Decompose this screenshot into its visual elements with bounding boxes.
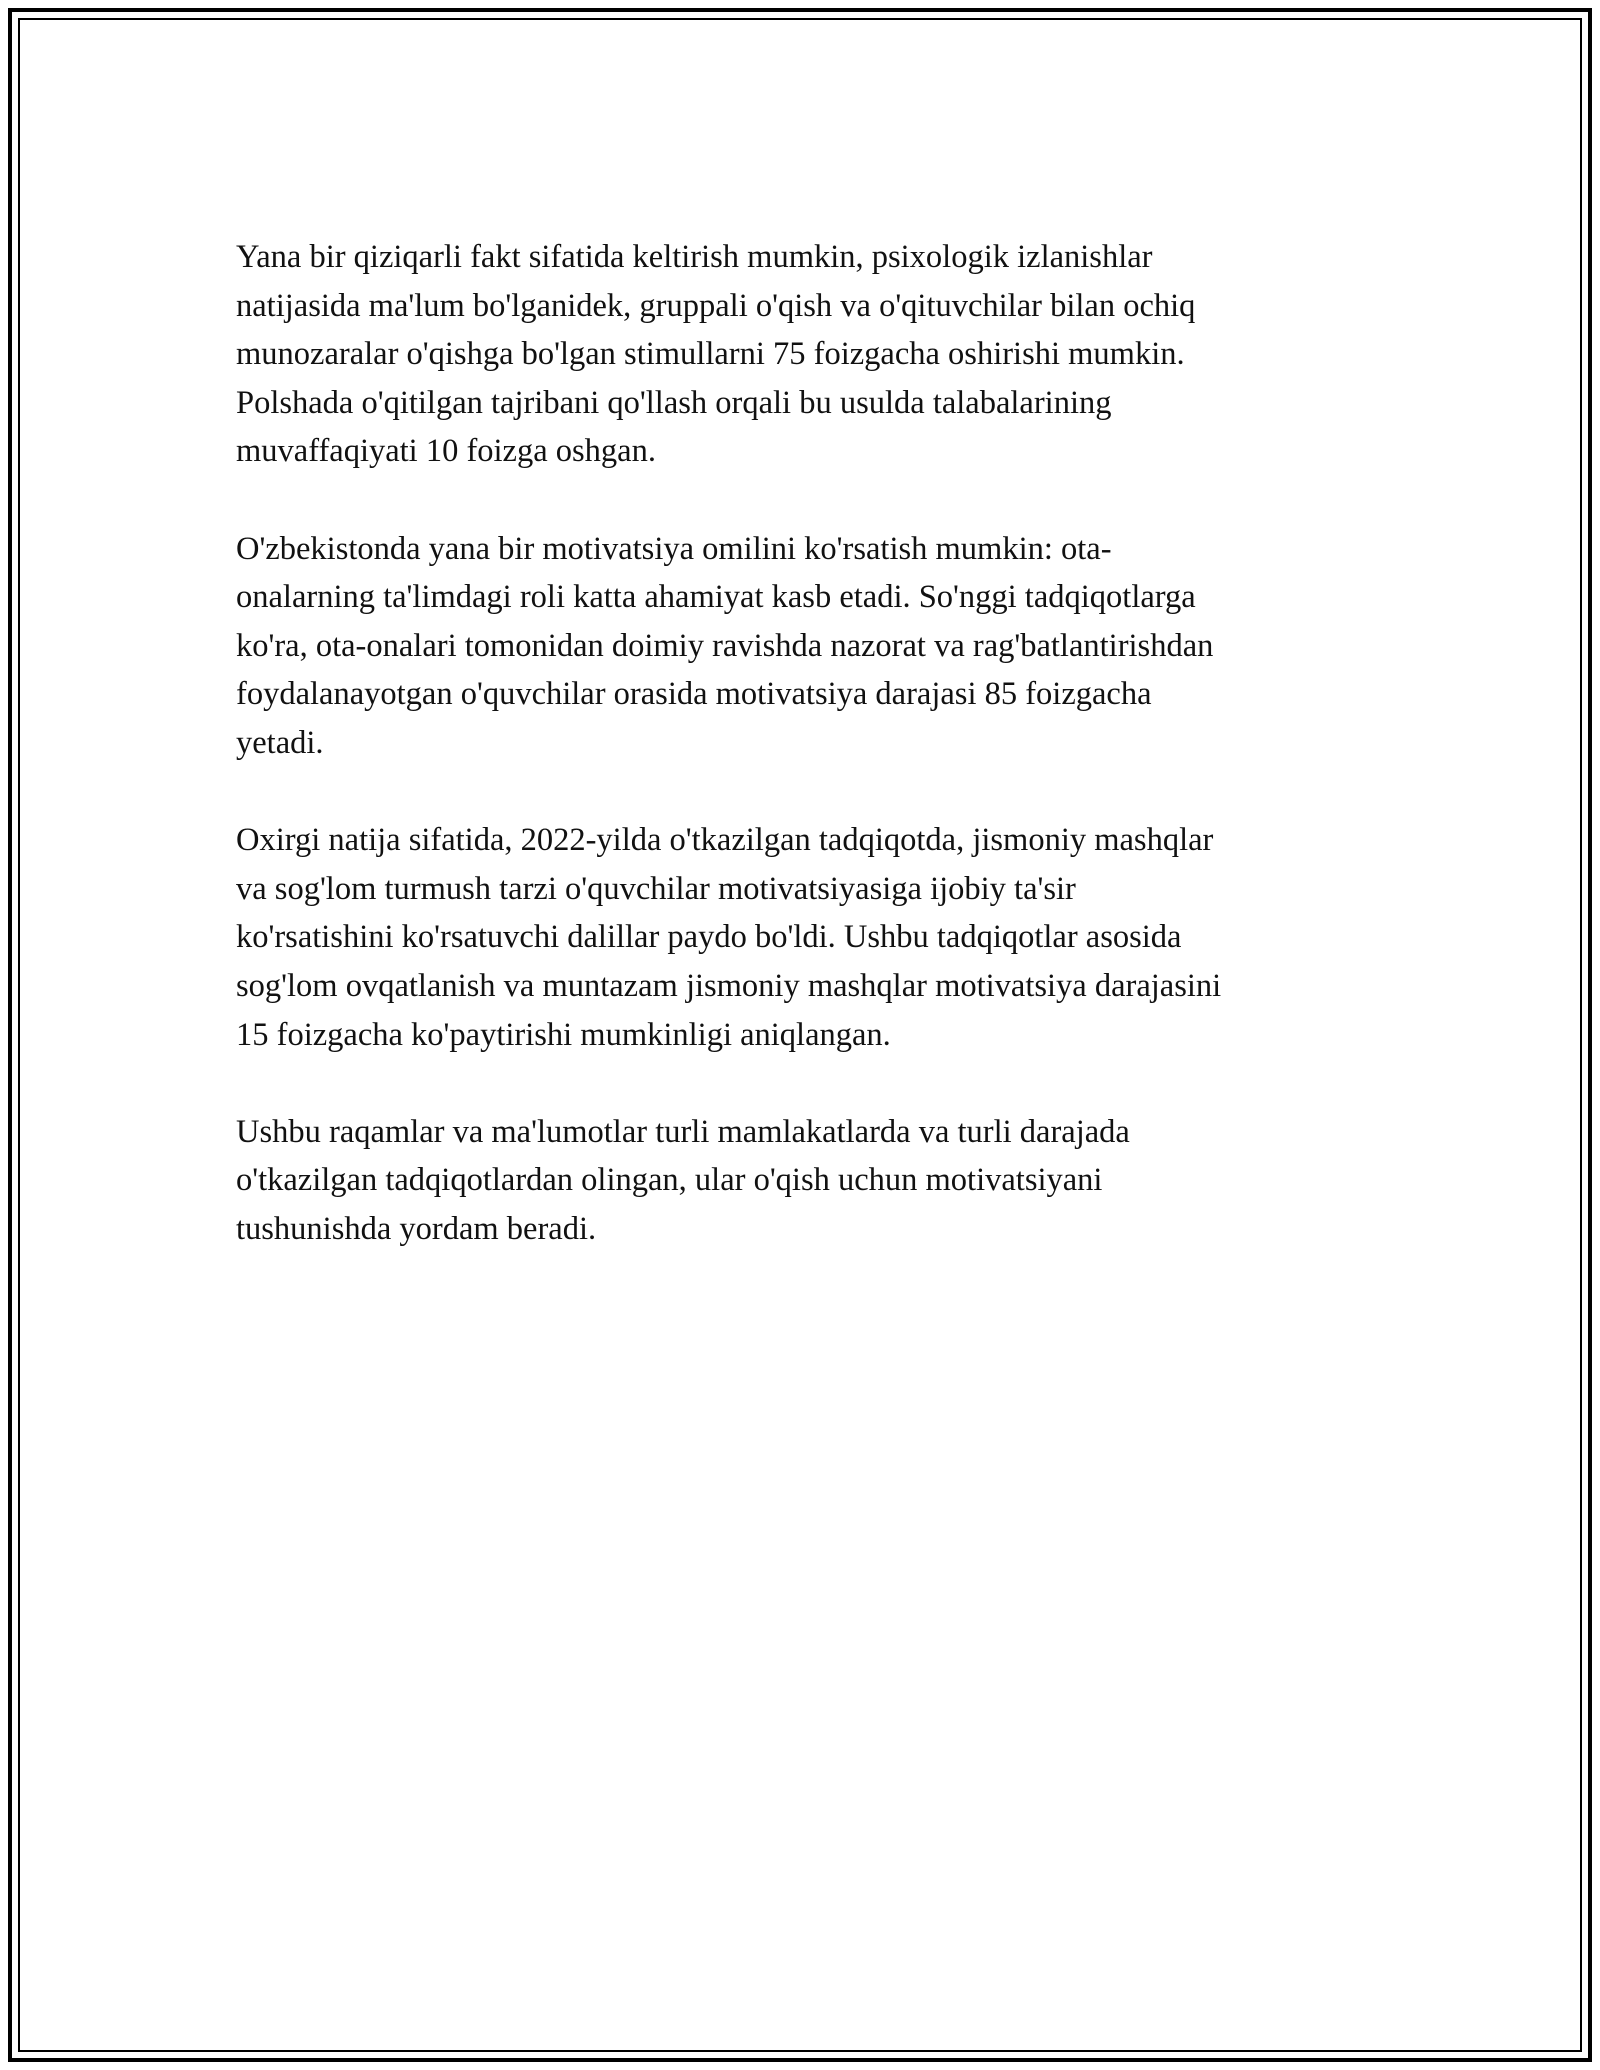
text-line: onalarning ta'limdagi roli katta ahamiyat kasb etadi. So'nggi tadqiqotlarga [236, 579, 1196, 616]
text-line: Oxirgi natija sifatida, 2022-yilda o'tkazilgan tadqiqotda, jismoniy mashqlar [236, 822, 1214, 859]
text-line: Yana bir qiziqarli fakt sifatida keltirish mumkin, psixologik izlanishlar [236, 239, 1153, 275]
paragraph-1 [236, 233, 1356, 476]
paragraph-2 [236, 525, 1356, 768]
text-line: munozaralar o'qishga bo'lgan stimullarni 75 foizgacha oshirishi mumkin. [236, 336, 1185, 373]
text-line: ko'rsatishini ko'rsatuvchi dalillar paydo bo'ldi. Ushbu tadqiqotlar asosida [236, 919, 1182, 956]
text-line: Polshada o'qitilgan tajribani qo'llash orqali bu usulda talabalarining [236, 384, 1112, 421]
text-line: o'tkazilgan tadqiqotlardan olingan, ular o'qish uchun motivatsiyani [236, 1162, 1103, 1199]
text-line: natijasida ma'lum bo'lganidek, gruppali o'qish va o'qituvchilar bilan ochiq [236, 287, 1196, 324]
paragraph-3 [236, 816, 1356, 1059]
text-line: ko'ra, ota-onalari tomonidan doimiy ravishda nazorat va rag'batlantirishdan [236, 627, 1214, 664]
text-line: yetadi. [236, 724, 324, 761]
paragraph-4 [236, 1108, 1356, 1254]
text-line: tushunishda yordam beradi. [236, 1210, 597, 1247]
text-line: sog'lom ovqatlanish va muntazam jismoniy mashqlar motivatsiya darajasini [236, 967, 1222, 1004]
document-body [236, 233, 1356, 1302]
text-line: 15 foizgacha ko'paytirishi mumkinligi aniqlangan. [236, 1016, 891, 1053]
text-line: foydalanayotgan o'quvchilar orasida motivatsiya darajasi 85 foizgacha [236, 676, 1152, 713]
text-line: O'zbekistonda yana bir motivatsiya omilini ko'rsatish mumkin: ota- [236, 530, 1112, 567]
text-line: Ushbu raqamlar va ma'lumotlar turli mamlakatlarda va turli darajada [236, 1113, 1130, 1150]
text-line: muvaffaqiyati 10 foizga oshgan. [236, 433, 656, 470]
text-line: va sog'lom turmush tarzi o'quvchilar motivatsiyasiga ijobiy ta'sir [236, 870, 1076, 907]
